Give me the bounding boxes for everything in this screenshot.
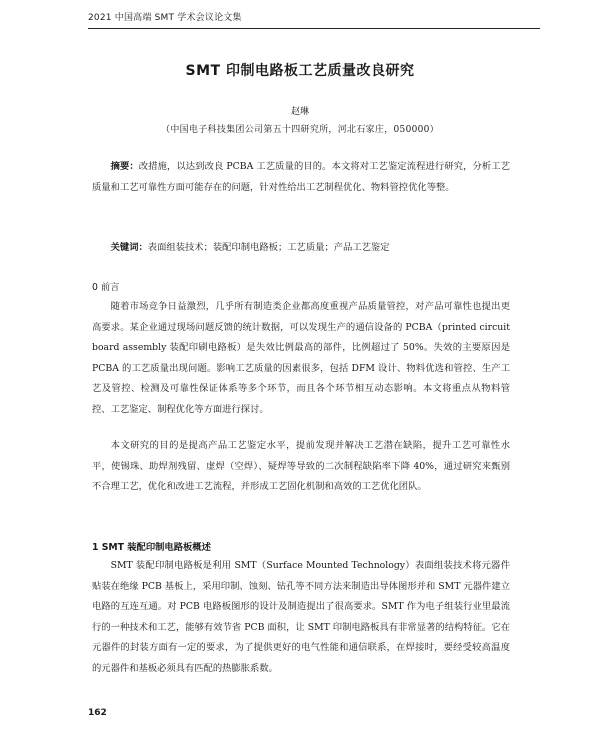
author-name: 赵琳 xyxy=(290,107,309,117)
intro-paragraph-1: 随着市场竞争日益激烈，几乎所有制造类企业都高度重视产品质量管控，对产品可靠性也提出更高要求。某企业通过现场问题反馈的统计数据，可以发现生产的通信设备的 PCBA（printed circuit board assembly 装配印刷电路板）是失效比例最高的部件，比例超过了 50%。失效的主要原因是 PCBA 的工艺质量出现问题。影响工艺质量的因素很多，包括 DFM 设计、物料优选和管控、生产工艺及管控、检测及可靠性保证体系等多个环节，而且各个环节相互动态影响。本文将重点从物料管控、工艺鉴定、制程优化等方面进行探讨。 xyxy=(92,301,510,415)
running-header: 2021 中国高端 SMT 学术会议论文集 xyxy=(88,13,242,23)
abstract-label: 摘要： xyxy=(110,161,139,172)
page-number: 162 xyxy=(88,708,107,718)
keywords-label: 关键词： xyxy=(110,242,148,253)
abstract-text: 改措施，以达到改良 PCBA 工艺质量的目的。本文将对工艺鉴定流程进行研究，分析工艺质量和工艺可靠性方面可能存在的问题，针对性给出工艺制程优化、物料管控优化等整。 xyxy=(92,161,510,193)
keywords xyxy=(92,238,510,258)
paper-title: SMT 印制电路板工艺质量改良研究 xyxy=(185,63,415,79)
intro-paragraph-2: 本文研究的目的是提高产品工艺鉴定水平，提前发现并解决工艺潜在缺陷，提升工艺可靠性水平，使锡珠、助焊剂残留、虚焊（空焊）、疑焊等导致的二次制程缺陷率下降 40%，通过研究来甄别不合理工艺，优化和改进工艺流程，并形成工艺固化机制和高效的工艺优化团队。 xyxy=(92,440,510,492)
header-divider xyxy=(88,28,540,29)
section-heading-1: 1 SMT 装配印制电路板概述 xyxy=(92,542,211,553)
keywords-text: 表面组装技术；装配印制电路板；工艺质量；产品工艺鉴定 xyxy=(147,242,390,253)
author-affiliation: （中国电子科技集团公司第五十四研究所，河北石家庄，050000） xyxy=(161,125,439,135)
section-1-paragraph-1: SMT 装配印制电路板是利用 SMT（Surface Mounted Technology）表面组装技术将元器件贴装在绝缘 PCB 基板上，采用印制、蚀刻、钻孔等不同方法来制造出导体图形并和 SMT 元器件建立电路的互连互通。对 PCB 电路板图形的设计及制造提出了很高要求。SMT 作为电子组装行业里最流行的一种技术和工艺，能够有效节省 PCB 面积，让 SMT 印制电路板具有非常显著的结构特征。它在元器件的封装方面有一定的要求，为了提供更好的电气性能和通信联系，在焊接时，要经受较高温度的元器件和基板必须具有匹配的热膨胀系数。 xyxy=(92,560,510,674)
abstract xyxy=(92,157,510,198)
section-heading-intro: 0 前言 xyxy=(92,282,120,293)
